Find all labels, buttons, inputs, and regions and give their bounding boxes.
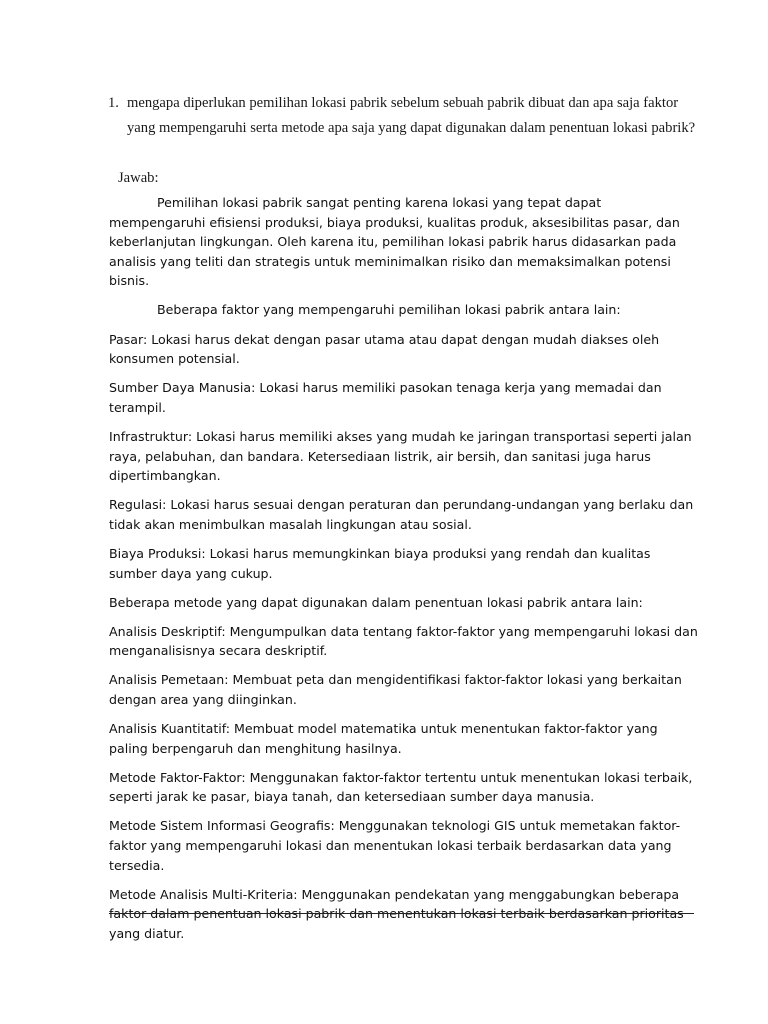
method-item-pemetaan: Analisis Pemetaan: Membuat peta dan mengidentifikasi faktor-faktor lokasi yang berkaitan dengan area yang diinginkan. [109, 672, 682, 707]
intro-paragraph: Pemilihan lokasi pabrik sangat penting karena lokasi yang tepat dapat mempengaruhi efisiensi produksi, biaya produksi, kualitas produk, aksesibilitas pasar, dan keberlanjutan lingkungan. Oleh karena itu, pemilihan lokasi pabrik harus didasarkan pada analisis yang teliti dan strategis untuk meminimalkan risiko dan memaksimalkan potensi bisnis. [109, 195, 680, 289]
method-item-kuantitatif: Analisis Kuantitatif: Membuat model matematika untuk menentukan faktor-faktor yang paling berpengaruh dan menghitung hasilnya. [109, 721, 658, 756]
methods-heading: Beberapa metode yang dapat digunakan dalam penentuan lokasi pabrik antara lain: [109, 594, 643, 610]
method-item-faktor: Metode Faktor-Faktor: Menggunakan faktor-faktor tertentu untuk menentukan lokasi terbaik, seperti jarak ke pasar, biaya tanah, dan ketersediaan sumber daya manusia. [109, 769, 693, 805]
factor-item-pasar: Pasar: Lokasi harus dekat dengan pasar utama atau dapat dengan mudah diakses oleh konsumen potensial. [109, 331, 660, 367]
factor-item-infrastruktur: Infrastruktur: Lokasi harus memiliki akses yang mudah ke jaringan transportasi seperti jalan raya, pelabuhan, dan bandara. Ketersediaan listrik, air bersih, dan sanitasi juga harus dipertimbangkan. [109, 428, 692, 484]
answer-body [109, 193, 699, 953]
factor-item-regulasi: Regulasi: Lokasi harus sesuai dengan peraturan dan perundang-undangan yang berlaku dan tidak akan menimbulkan masalah lingkungan atau sosial. [109, 497, 694, 532]
question-item [108, 91, 708, 141]
answer-label: Jawab: [118, 170, 159, 186]
method-item-gis: Metode Sistem Informasi Geografis: Menggunakan teknologi GIS untuk memetakan faktor-faktor yang mempengaruhi lokasi dan menentukan lokasi terbaik berdasarkan data yang tersedia. [109, 818, 681, 873]
factor-item-biaya: Biaya Produksi: Lokasi harus memungkinkan biaya produksi yang rendah dan kualitas sumber daya yang cukup. [109, 545, 651, 581]
method-item-deskriptif: Analisis Deskriptif: Mengumpulkan data tentang faktor-faktor yang mempengaruhi lokasi dan menganalisisnya secara deskriptif. [109, 623, 698, 659]
factor-item-sdm: Sumber Daya Manusia: Lokasi harus memiliki pasokan tenaga kerja yang memadai dan terampil. [109, 380, 662, 415]
method-item-multi-kriteria: Metode Analisis Multi-Kriteria: Menggunakan pendekatan yang menggabungkan beberapa faktor dalam penentuan lokasi pabrik dan menentukan lokasi terbaik berdasarkan prioritas yang diatur. [109, 886, 684, 941]
question-number: 1. [108, 95, 119, 111]
question-text: mengapa diperlukan pemilihan lokasi pabrik sebelum sebuah pabrik dibuat dan apa saja faktor yang mempengaruhi serta metode apa saja yang dapat digunakan dalam penentuan lokasi pabrik? [127, 95, 696, 136]
factors-heading: Beberapa faktor yang mempengaruhi pemilihan lokasi pabrik antara lain: [157, 302, 621, 318]
bottom-rule [109, 913, 694, 914]
